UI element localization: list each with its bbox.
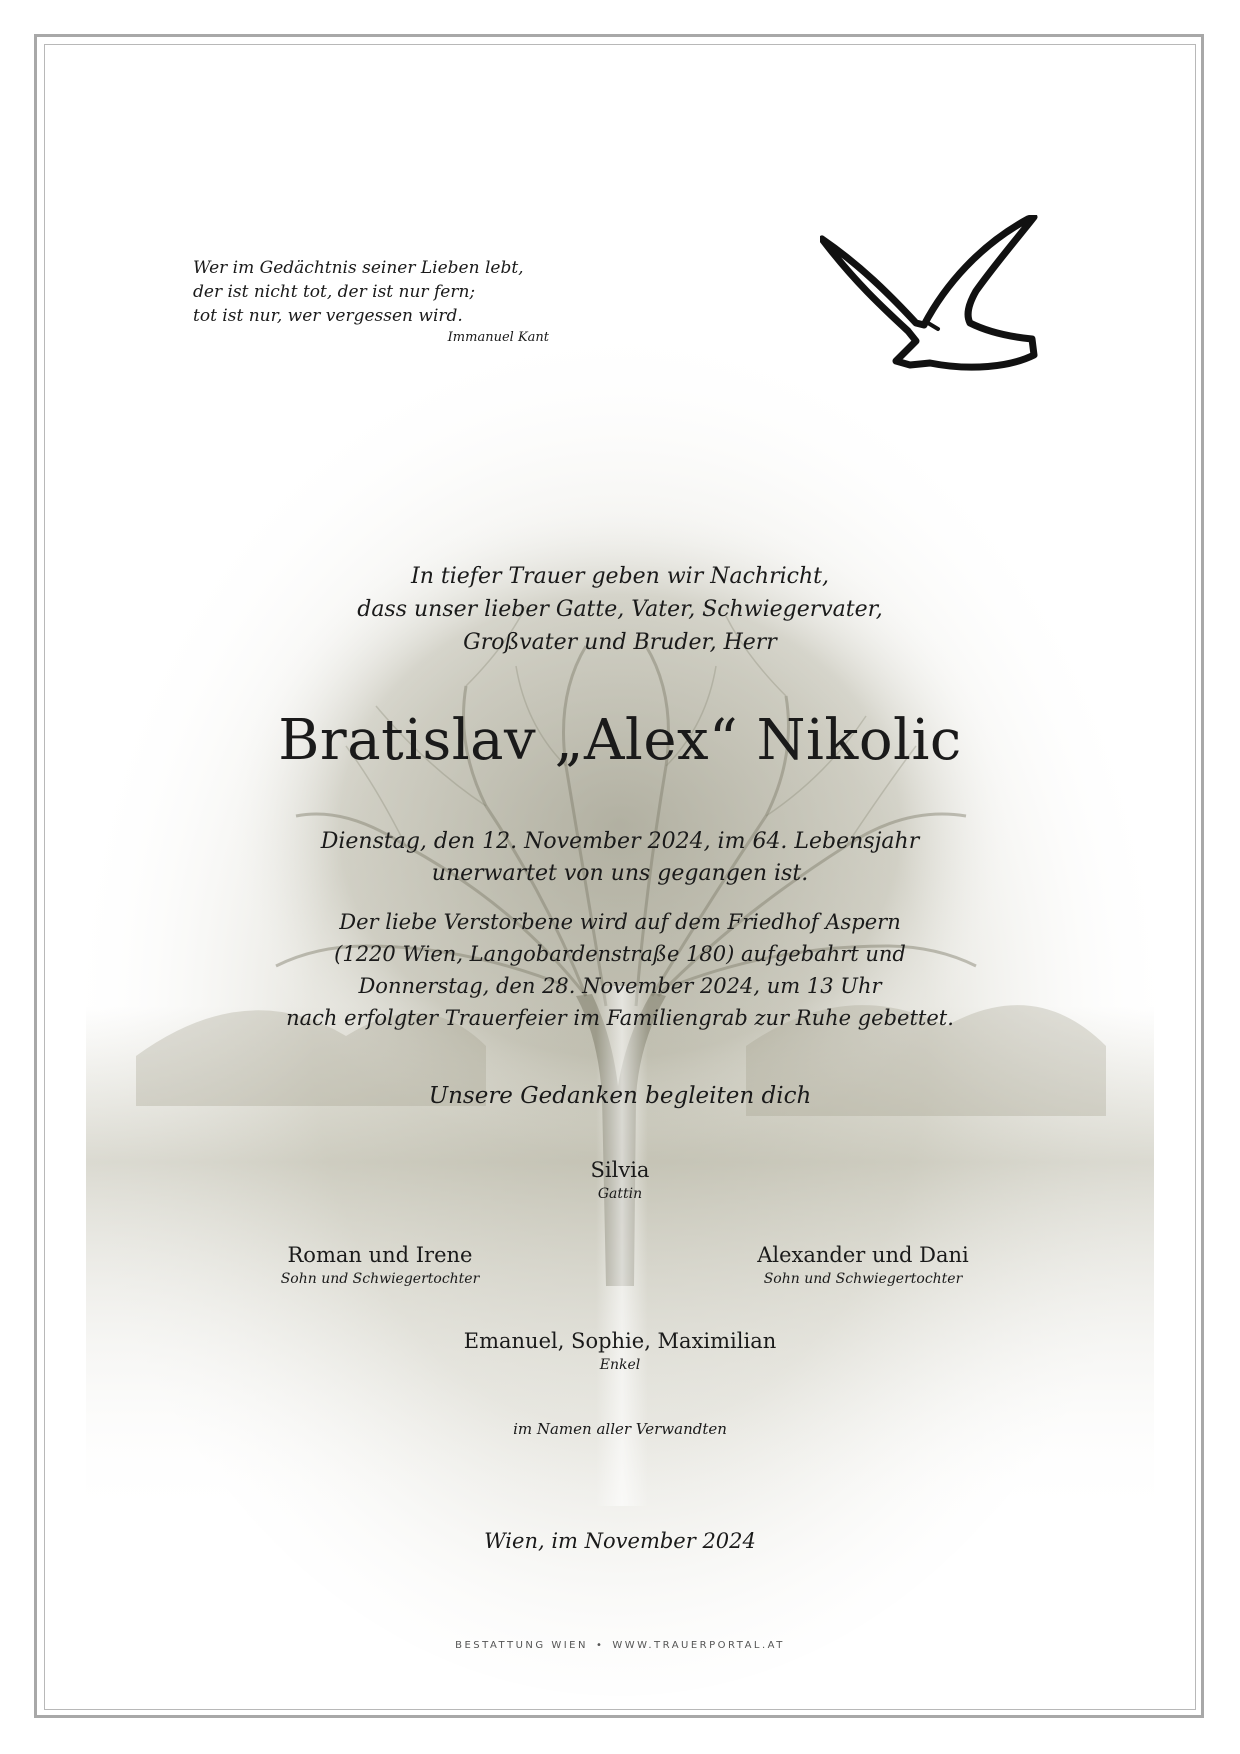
announcement-intro <box>0 560 1240 659</box>
burial-line: Der liebe Verstorbene wird auf dem Friedhof Aspern <box>339 910 901 934</box>
mourner-role: Sohn und Schwiegertochter <box>763 1271 963 1287</box>
quote-author: Immanuel Kant <box>447 330 549 345</box>
relatives-line: im Namen aller Verwandten <box>513 1420 727 1438</box>
place-date: Wien, im November 2024 <box>484 1529 756 1553</box>
mourner-name: Roman und Irene <box>287 1243 473 1267</box>
burial-line: (1220 Wien, Langobardenstraße 180) aufgebahrt und <box>334 942 906 966</box>
footer-separator: • <box>595 1640 605 1651</box>
mourner-role: Enkel <box>599 1357 641 1373</box>
burial-line: nach erfolgter Trauerfeier im Familiengrab zur Ruhe gebettet. <box>286 1006 954 1030</box>
quote-line: tot ist nur, wer vergessen wird. <box>193 306 463 326</box>
quote-line: Wer im Gedächtnis seiner Lieben lebt, <box>193 258 524 278</box>
burial-info <box>0 906 1240 1034</box>
footer-undertaker: BESTATTUNG WIEN <box>455 1640 588 1651</box>
mourner-spouse <box>0 1156 1240 1204</box>
mourner-grandchildren <box>0 1327 1240 1375</box>
mourner-name: Alexander und Dani <box>757 1243 969 1267</box>
intro-line: In tiefer Trauer geben wir Nachricht, <box>411 564 829 589</box>
mourner-son-left <box>230 1241 530 1289</box>
thoughts-line: Unsere Gedanken begleiten dich <box>428 1083 812 1109</box>
deceased-name: Bratislav „Alex“ Nikolic <box>278 708 962 773</box>
intro-line: Großvater und Bruder, Herr <box>463 630 777 655</box>
mourner-name: Silvia <box>590 1158 650 1182</box>
quote-line: der ist nicht tot, der ist nur fern; <box>193 282 476 302</box>
footer-website-link[interactable]: WWW.TRAUERPORTAL.AT <box>612 1640 785 1651</box>
kant-quote <box>193 256 553 348</box>
mourner-role: Sohn und Schwiegertochter <box>280 1271 480 1287</box>
death-info <box>0 826 1240 890</box>
footer <box>0 1640 1240 1651</box>
mourner-son-right <box>703 1241 1023 1289</box>
dove-icon <box>820 215 1045 375</box>
burial-line: Donnerstag, den 28. November 2024, um 13 Uhr <box>358 974 882 998</box>
mourner-name: Emanuel, Sophie, Maximilian <box>463 1329 777 1353</box>
mourner-role: Gattin <box>597 1186 643 1202</box>
intro-line: dass unser lieber Gatte, Vater, Schwiegervater, <box>357 597 883 622</box>
death-line: Dienstag, den 12. November 2024, im 64. Lebensjahr <box>320 829 920 854</box>
death-line: unerwartet von uns gegangen ist. <box>431 861 809 886</box>
